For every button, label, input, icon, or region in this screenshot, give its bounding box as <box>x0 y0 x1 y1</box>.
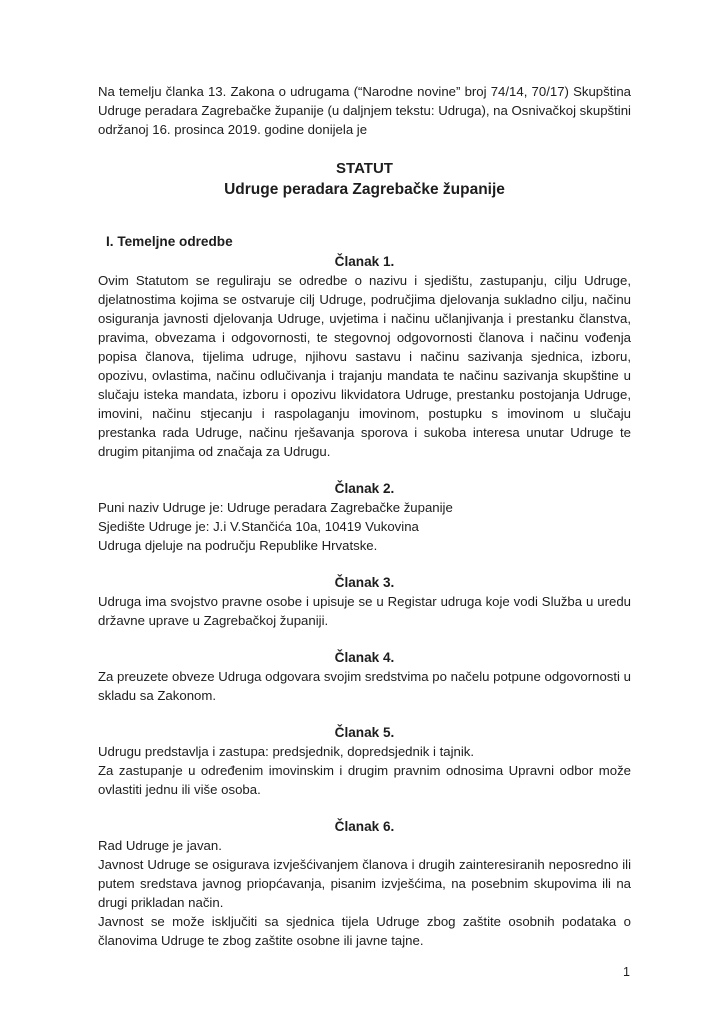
article-heading: Članak 2. <box>334 481 395 496</box>
article-heading: Članak 1. <box>334 254 395 269</box>
article-paragraph: Sjedište Udruge je: J.i V.Stančića 10a, 10419 Vukovina <box>98 519 419 534</box>
article-paragraph: Javnost se može isključiti sa sjednica tijela Udruge zbog zaštite osobnih podataka o članovima Udruge te zbog zaštite osobne ili javne tajne. <box>98 914 631 948</box>
section-heading-temeljne-odredbe: I. Temeljne odredbe <box>106 234 233 249</box>
article-clanak-5 <box>98 723 631 799</box>
article-clanak-6 <box>98 817 631 950</box>
article-clanak-3 <box>98 573 631 630</box>
article-heading: Članak 5. <box>334 725 395 740</box>
document-title: STATUT <box>336 160 393 177</box>
article-paragraph: Udruga djeluje na području Republike Hrvatske. <box>98 538 378 553</box>
document-content <box>98 82 631 950</box>
article-clanak-2 <box>98 479 631 555</box>
article-paragraph: Javnost Udruge se osigurava izvješćivanjem članova i drugih zainteresiranih neposredno ili putem sredstava javnog priopćavanja, pisanim izvješćima, na posebnim skupovima ili na drugi prikladan način. <box>98 857 631 910</box>
article-heading: Članak 4. <box>334 650 395 665</box>
article-clanak-1 <box>98 252 631 461</box>
article-heading: Članak 6. <box>334 819 395 834</box>
article-clanak-4 <box>98 648 631 705</box>
article-paragraph: Za preuzete obveze Udruga odgovara svojim sredstvima po načelu potpune odgovornosti u skladu sa Zakonom. <box>98 669 631 703</box>
article-paragraph: Za zastupanje u određenim imovinskim i drugim pravnim odnosima Upravni odbor može ovlastiti jednu ili više osoba. <box>98 763 631 797</box>
intro-paragraph: Na temelju članka 13. Zakona o udrugama (“Narodne novine” broj 74/14, 70/17) Skupština Udruge peradara Zagrebačke županije (u daljnjem tekstu: Udruga), na Osnivačkoj skupštini održanoj 16. prosinca 2019. godine donijela je <box>98 84 631 137</box>
document-subtitle: Udruge peradara Zagrebačke županije <box>224 181 505 198</box>
page-number: 1 <box>623 965 630 979</box>
article-paragraph: Udrugu predstavlja i zastupa: predsjednik, dopredsjednik i tajnik. <box>98 744 475 759</box>
article-paragraph: Udruga ima svojstvo pravne osobe i upisuje se u Registar udruga koje vodi Služba u uredu državne uprave u Zagrebačkoj županiji. <box>98 594 631 628</box>
article-paragraph: Ovim Statutom se reguliraju se odredbe o nazivu i sjedištu, zastupanju, cilju Udruge, djelatnostima kojima se ostvaruje cilj Udruge, područjima djelovanja sukladno cilju, načinu osiguranja javnosti djelovanja Udruge, uvjetima i načinu učlanjivanja i prestanku članstva, pravima, obvezama i odgovornosti, te stegovnoj odgovornosti članova i načinu vođenja popisa članova, tijelima udruge, njihovu sastavu i načinu sazivanja sjednica, izboru, opozivu, ovlastima, načinu odlučivanja i trajanju mandata te načinu sazivanja skupštine u slučaju isteka mandata, izboru i opozivu likvidatora Udruge, prestanku postojanja Udruge, imovini, načinu stjecanju i raspolaganju imovinom, postupku s imovinom u slučaju prestanka rada Udruge, načinu rješavanja sporova i sukoba interesa unutar Udruge te drugim pitanjima od značaja za Udrugu. <box>98 273 631 459</box>
article-paragraph: Rad Udruge je javan. <box>98 838 222 853</box>
article-paragraph: Puni naziv Udruge je: Udruge peradara Zagrebačke županije <box>98 500 453 515</box>
article-heading: Članak 3. <box>334 575 395 590</box>
